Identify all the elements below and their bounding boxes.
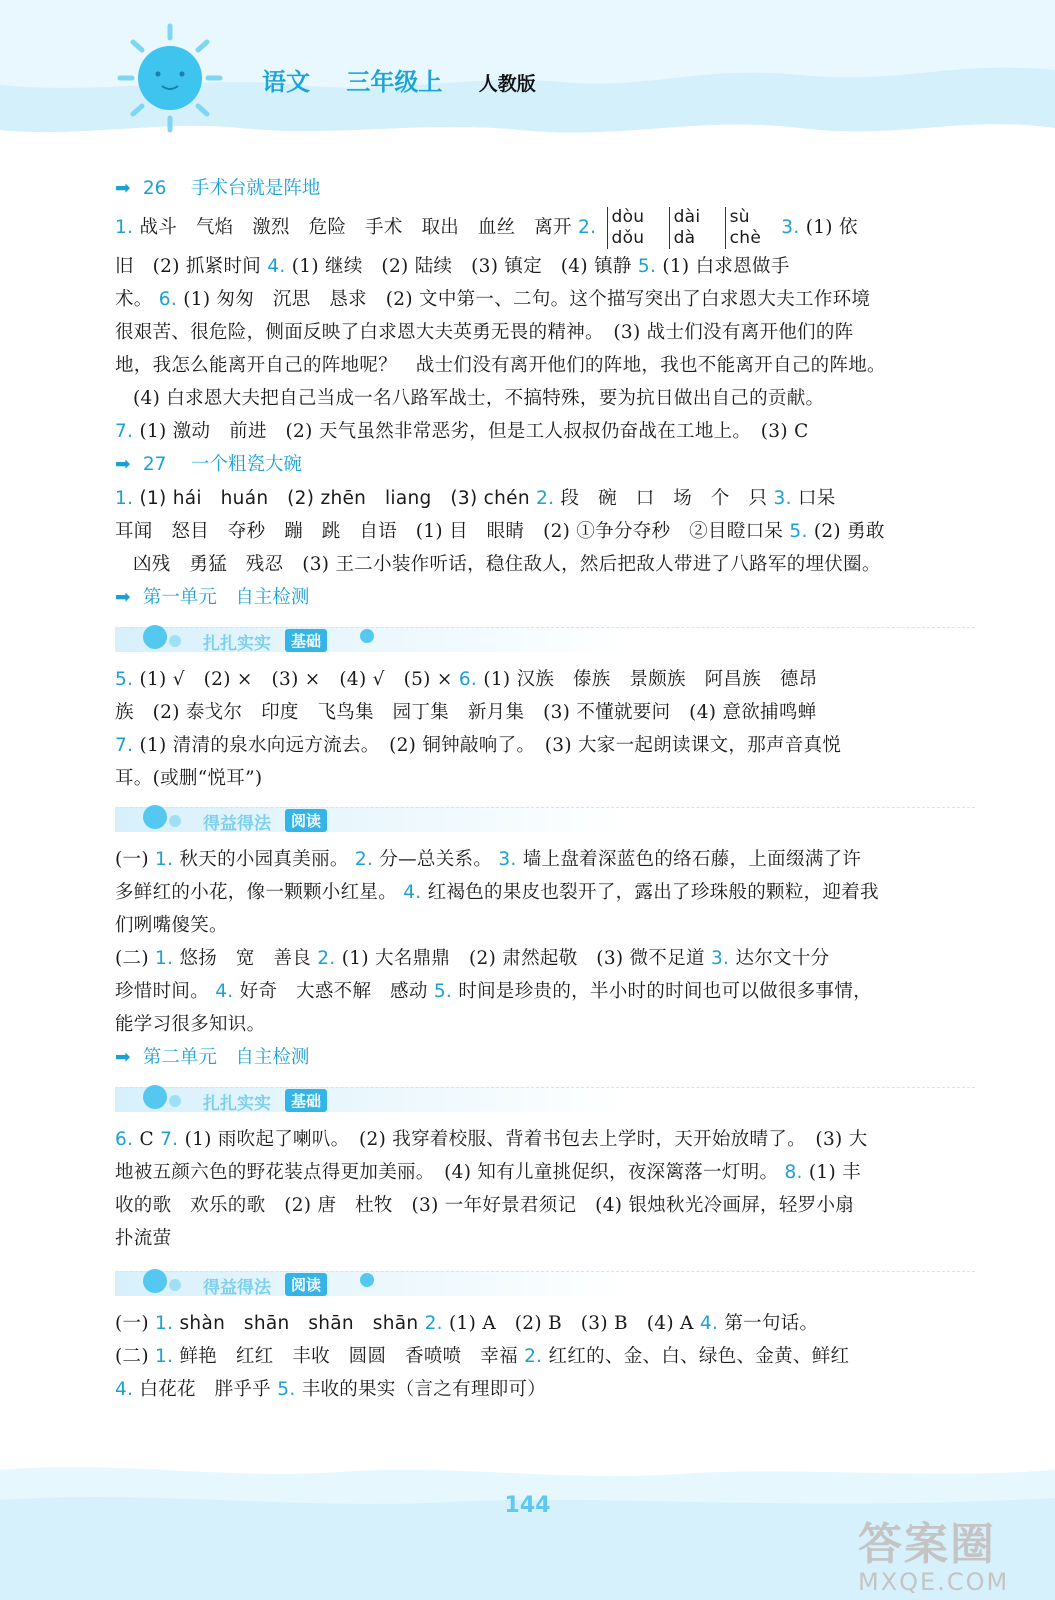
answer-text: 珍惜时间。 xyxy=(115,981,210,1002)
lesson-title: 一个粗瓷大碗 xyxy=(190,454,302,475)
question-number: 7. xyxy=(160,1129,179,1150)
answer-text: (1) hái huán (2) zhēn liang (3) chén xyxy=(139,488,530,509)
page-number: 144 xyxy=(504,1493,551,1518)
part-label: (一) xyxy=(115,849,149,870)
answer-text: 术。 xyxy=(115,289,153,310)
answer-line: 扑流萤 xyxy=(115,1228,172,1249)
answer-text: 旧 (2) 抓紧时间 xyxy=(115,256,262,277)
answer-line xyxy=(115,942,985,975)
answer-text: (1) 匆匆 沉思 恳求 (2) 文中第一、二句。这个描写突出了白求恩大夫工作环境 xyxy=(183,289,871,310)
answer-text: (1) 大名鼎鼎 (2) 肃然起敬 (3) 微不足道 xyxy=(341,948,705,969)
answer-line: 耳。(或删“悦耳”) xyxy=(115,768,263,789)
question-number: 2. xyxy=(317,948,336,969)
question-number: 6. xyxy=(115,1129,134,1150)
question-number: 2. xyxy=(354,849,374,870)
lesson-title: 手术台就是阵地 xyxy=(190,178,321,199)
answer-text: (1) 激动 前进 (2) 天气虽然非常恶劣，但是工人叔叔仍奋战在工地上。 (3) C xyxy=(139,421,809,442)
answer-line xyxy=(115,206,985,250)
banner-label: 得益得法 xyxy=(203,814,271,834)
arrow-icon: ➡ xyxy=(115,178,131,199)
answer-line: 很艰苦、很危险，侧面反映了白求恩大夫英勇无畏的精神。 (3) 战士们没有离开他们的阵 xyxy=(115,322,854,343)
answer-text: (1) 继续 (2) 陆续 (3) 镇定 (4) 镇静 xyxy=(291,256,632,277)
banner-tag: 阅读 xyxy=(285,809,327,832)
banner-tag: 阅读 xyxy=(285,1273,327,1296)
question-number: 4. xyxy=(215,981,234,1002)
question-number: 6. xyxy=(458,669,478,690)
section-heading-unit2 xyxy=(115,1041,985,1075)
arrow-icon: ➡ xyxy=(115,1047,131,1068)
question-number: 5. xyxy=(789,521,808,542)
answer-text: 墙上盘着深蓝色的络石藤，上面缀满了许 xyxy=(522,849,862,870)
subject-label: 语文 xyxy=(262,68,310,96)
answer-text: 秋天的小园真美丽。 xyxy=(179,849,349,870)
answer-text: 达尔文十分 xyxy=(735,948,830,969)
part-label: (二) xyxy=(115,1346,149,1367)
question-number: 8. xyxy=(784,1162,803,1183)
dot-icon xyxy=(143,1085,167,1109)
answer-text: shàn shān shān shān xyxy=(179,1313,419,1334)
question-number: 5. xyxy=(433,981,453,1002)
answer-text: 丰收的果实（言之有理即可） xyxy=(301,1379,547,1400)
answer-text: 鲜艳 红红 丰收 圆圆 香喷喷 幸福 xyxy=(179,1346,518,1367)
question-number: 3. xyxy=(498,849,517,870)
basic-banner xyxy=(115,619,985,659)
answer-line xyxy=(115,975,985,1008)
reading-banner xyxy=(115,1263,985,1303)
question-number: 5. xyxy=(115,669,134,690)
dot-icon xyxy=(143,625,167,649)
dot-icon xyxy=(143,805,167,829)
page-header xyxy=(0,0,1055,150)
answer-text: 分—总关系。 xyxy=(379,849,493,870)
question-number: 3. xyxy=(781,217,800,238)
answer-text: C xyxy=(139,1129,154,1150)
question-number: 1. xyxy=(155,849,174,870)
answer-line: 收的歌 欢乐的歌 (2) 唐 杜牧 (3) 一年好景君须记 (4) 银烛秋光冷画屏，轻罗小扇 xyxy=(115,1195,855,1216)
banner-label: 得益得法 xyxy=(203,1278,271,1298)
answer-line xyxy=(115,1156,985,1189)
answer-text: 悠扬 宽 善良 xyxy=(179,948,312,969)
question-number: 1. xyxy=(155,1346,174,1367)
answer-text: (2) 勇敢 xyxy=(813,521,885,542)
answer-text: (1) 清清的泉水向远方流去。 (2) 铜钟敲响了。 (3) 大家一起朗读课文，那声音真悦 xyxy=(139,735,842,756)
answer-line xyxy=(115,663,985,696)
answer-text: (1) 汉族 傣族 景颇族 阿昌族 德昂 xyxy=(483,669,818,690)
answer-line xyxy=(115,482,985,515)
answer-line xyxy=(115,415,985,448)
part-label: (二) xyxy=(115,948,149,969)
question-number: 3. xyxy=(773,488,792,509)
question-number: 2. xyxy=(424,1313,443,1334)
question-number: 4. xyxy=(267,256,286,277)
question-number: 2. xyxy=(536,488,555,509)
question-number: 1. xyxy=(155,1313,174,1334)
watermark-text: 答案圈 xyxy=(858,1519,996,1570)
answer-text: 红褐色的果皮也裂开了，露出了珍珠般的颗粒，迎着我 xyxy=(427,882,879,903)
question-number: 7. xyxy=(115,421,134,442)
answer-text: (1) A (2) B (3) B (4) A xyxy=(449,1313,694,1334)
answer-text: 白花花 胖乎乎 xyxy=(139,1379,272,1400)
section-heading-27 xyxy=(115,448,985,482)
answer-line xyxy=(115,283,985,316)
unit-title: 第一单元 自主检测 xyxy=(142,587,310,608)
answer-line xyxy=(115,1123,985,1156)
lesson-number: 26 xyxy=(142,178,167,199)
banner-label: 扎扎实实 xyxy=(203,634,271,654)
answer-text: 战斗 气焰 激烈 危险 手术 取出 血丝 离开 xyxy=(139,217,572,238)
dot-icon xyxy=(143,1269,167,1293)
answer-line: 地，我怎么能离开自己的阵地呢？ 战士们没有离开他们的阵地，我也不能离开自己的阵地。 xyxy=(115,355,886,376)
watermark-url: MXQE.COM xyxy=(858,1568,1010,1596)
pinyin-group: sù chè xyxy=(725,207,761,249)
banner-tag: 基础 xyxy=(285,1089,327,1112)
answer-text: 口呆 xyxy=(797,488,836,509)
answer-text: (1) √ (2) × (3) × (4) √ (5) × xyxy=(139,669,453,690)
answer-line: 们咧嘴傻笑。 xyxy=(115,915,228,936)
answer-line xyxy=(115,1307,985,1340)
pinyin-group: dòu dǒu xyxy=(607,207,645,249)
section-heading-unit1 xyxy=(115,581,985,615)
question-number: 4. xyxy=(699,1313,719,1334)
answer-text: 段 碗 口 场 个 只 xyxy=(560,488,768,509)
answer-text: 地被五颜六色的野花装点得更加美丽。 (4) 知有儿童挑促织，夜深篱落一灯明。 xyxy=(115,1162,779,1183)
answer-text: 耳闻 怒目 夺秒 蹦 跳 自语 (1) 目 眼睛 (2) ①争分夺秒 ②目瞪口呆 xyxy=(115,521,784,542)
arrow-icon: ➡ xyxy=(115,454,131,475)
question-number: 4. xyxy=(115,1379,134,1400)
question-number: 2. xyxy=(524,1346,543,1367)
answer-text: 时间是珍贵的，半小时的时间也可以做很多事情， xyxy=(458,981,872,1002)
answer-line: (4) 白求恩大夫把自己当成一名八路军战士，不搞特殊，要为抗日做出自己的贡献。 xyxy=(133,388,825,409)
part-label: (一) xyxy=(115,1313,149,1334)
question-number: 5. xyxy=(637,256,657,277)
answer-line xyxy=(115,250,985,283)
question-number: 1. xyxy=(155,948,174,969)
edition-label: 人教版 xyxy=(478,73,536,95)
answer-line xyxy=(115,515,985,548)
section-heading-26 xyxy=(115,172,985,206)
answer-content xyxy=(115,172,985,1406)
answer-line: 凶残 勇猛 残忍 (3) 王二小装作听话，稳住敌人，然后把敌人带进了八路军的埋伏圈。 xyxy=(133,554,881,575)
answer-line xyxy=(115,1373,985,1406)
question-number: 3. xyxy=(710,948,730,969)
question-number: 4. xyxy=(403,882,422,903)
reading-banner xyxy=(115,799,985,839)
answer-text: 第一句话。 xyxy=(724,1313,819,1334)
banner-label: 扎扎实实 xyxy=(203,1094,271,1114)
answer-text: (1) 依 xyxy=(805,217,858,238)
answer-text: 多鲜红的小花，像一颗颗小红星。 xyxy=(115,882,398,903)
answer-text: (1) 白求恩做手 xyxy=(662,256,790,277)
header-title xyxy=(262,62,536,97)
basic-banner xyxy=(115,1079,985,1119)
answer-text: (1) 雨吹起了喇叭。 (2) 我穿着校服、背着书包去上学时，天开始放晴了。 (3) 大 xyxy=(184,1129,868,1150)
answer-text: (1) 丰 xyxy=(808,1162,861,1183)
lesson-number: 27 xyxy=(142,454,167,475)
banner-tag: 基础 xyxy=(285,629,327,652)
answer-line xyxy=(115,729,985,762)
answer-text: 好奇 大惑不解 感动 xyxy=(239,981,428,1002)
answer-line xyxy=(115,876,985,909)
question-number: 7. xyxy=(115,735,134,756)
question-number: 2. xyxy=(578,217,597,238)
answer-line xyxy=(115,843,985,876)
question-number: 6. xyxy=(158,289,178,310)
arrow-icon: ➡ xyxy=(115,587,131,608)
question-number: 1. xyxy=(115,488,134,509)
question-number: 5. xyxy=(277,1379,296,1400)
watermark xyxy=(858,1508,1009,1596)
grade-label: 三年级上 xyxy=(346,68,443,96)
pinyin-group: dài dà xyxy=(669,207,701,249)
question-number: 1. xyxy=(115,217,134,238)
answer-line: 能学习很多知识。 xyxy=(115,1014,266,1035)
answer-line xyxy=(115,1340,985,1373)
answer-text: 红红的、金、白、绿色、金黄、鲜红 xyxy=(548,1346,850,1367)
unit-title: 第二单元 自主检测 xyxy=(142,1047,310,1068)
answer-line: 族 (2) 泰戈尔 印度 飞鸟集 园丁集 新月集 (3) 不懂就要问 (4) 意欲捕鸣蝉 xyxy=(115,702,817,723)
